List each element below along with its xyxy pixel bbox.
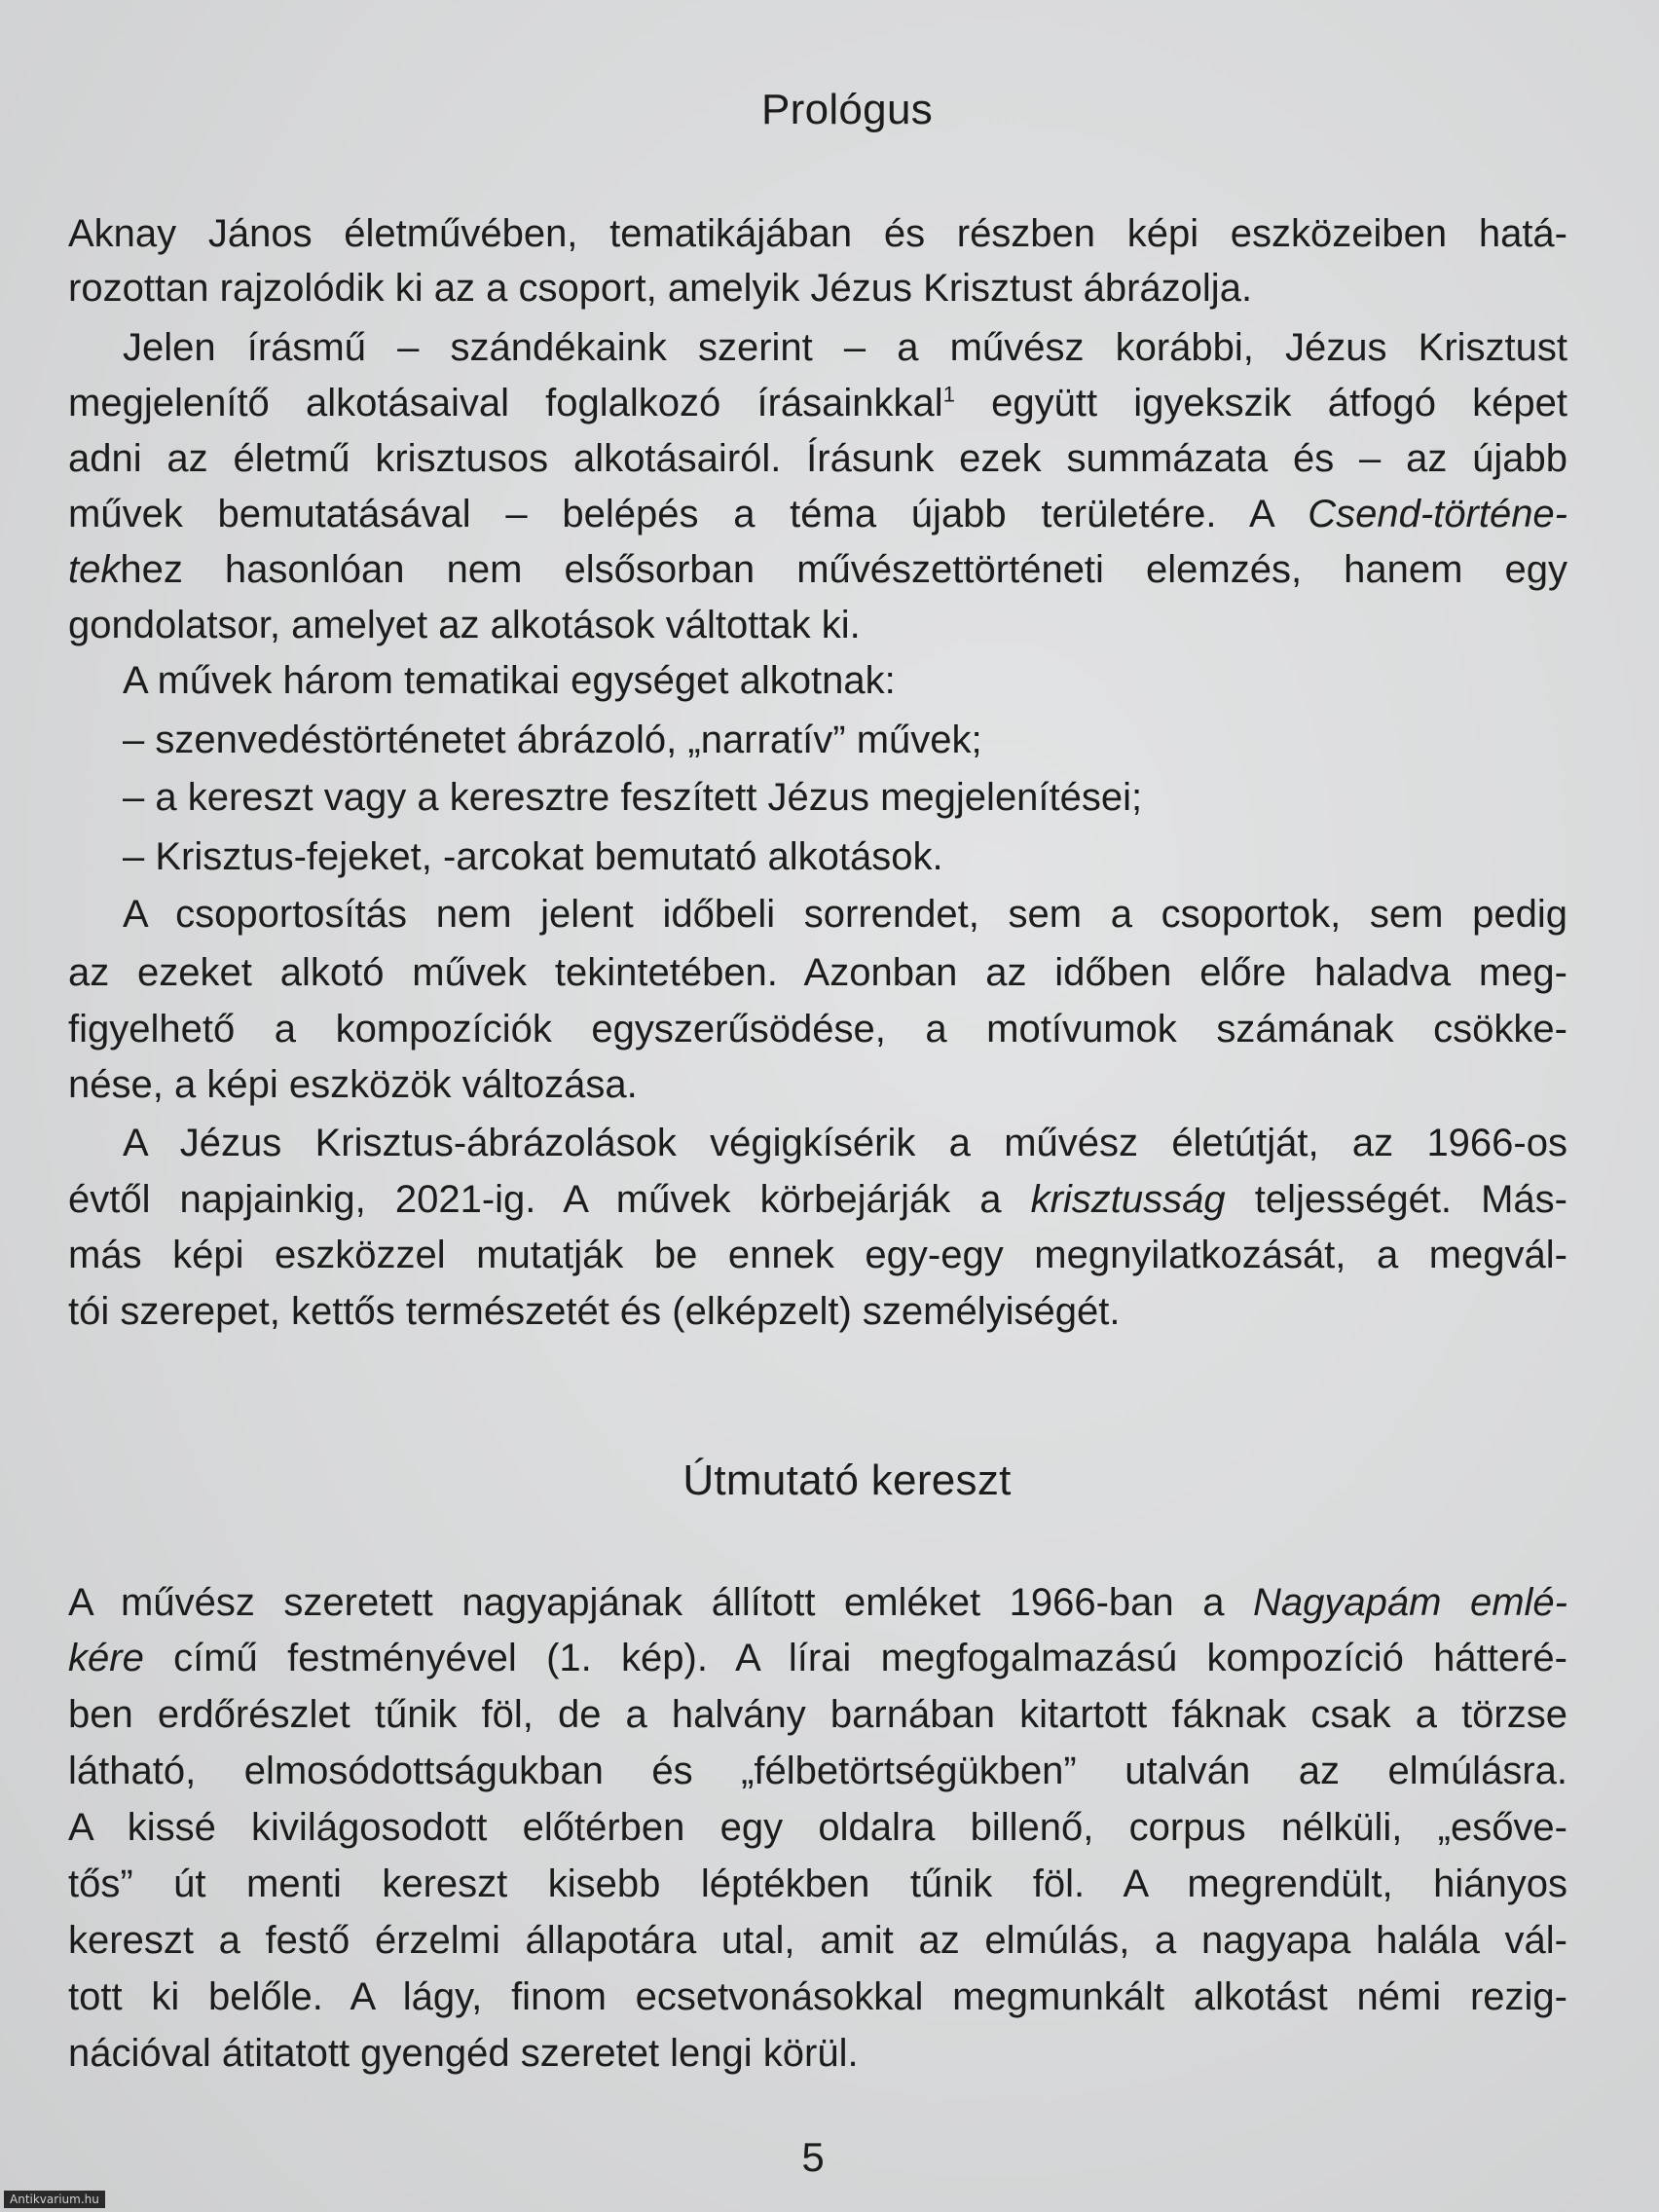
italic-title: tek	[68, 548, 121, 591]
section-title: Útmutató kereszt	[682, 1456, 1012, 1504]
text-line: ben erdőrészlet tűnik föl, de a halvány barnában kitartott fáknak csak a törzse	[68, 1693, 1567, 1736]
text-line: adni az életmű krisztusos alkotásairól. Írásunk ezek summázata és – az újabb	[68, 437, 1567, 480]
text-line	[68, 1635, 1567, 1681]
text-line: A csoportosítás nem jelent időbeli sorrendet, sem a csoportok, sem pedig	[123, 893, 1567, 936]
text-line: tói szerepet, kettős természetét és (elképzelt) személyiségét.	[68, 1290, 1121, 1333]
text-span: együtt igyekszik átfogó képet	[991, 382, 1568, 424]
text-line: rozottan rajzolódik ki az a csoport, amelyik Jézus Krisztust ábrázolja.	[68, 267, 1253, 310]
page-number: 5	[801, 2134, 825, 2180]
text-line: A Jézus Krisztus-ábrázolások végigkísérik a művész életútját, az 1966-os	[123, 1122, 1567, 1164]
text-line	[68, 1176, 1567, 1223]
text-line: más képi eszközzel mutatják be ennek egy-egy megnyilatkozását, a megvál-	[68, 1234, 1567, 1276]
text-line: A kissé kivilágosodott előtérben egy oldalra billenő, corpus nélküli, „esőve-	[68, 1806, 1567, 1849]
footnote-marker[interactable]: 1	[942, 382, 955, 407]
text-line	[68, 380, 1567, 426]
text-line: az ezeket alkotó művek tekintetében. Azonban az időben előre haladva meg-	[68, 951, 1567, 994]
italic-title: Csend-történe-	[1308, 493, 1567, 535]
text-span: művek bemutatásával – belépés a téma újabb területére. A	[68, 493, 1309, 535]
text-span: hez hasonlóan nem elsősorban művészettörténeti elemzés, hanem egy	[120, 548, 1567, 591]
text-span: évtől napjainkig, 2021-ig. A művek körbejárják a	[68, 1178, 1031, 1221]
watermark: Antikvarium.hu	[4, 2191, 105, 2208]
text-span: megjelenítő alkotásaival foglalkozó írásainkkal	[68, 382, 943, 424]
text-line: kereszt a festő érzelmi állapotára utal, amit az elmúlás, a nagyapa halála vál-	[68, 1919, 1567, 1962]
text-line: látható, elmosódottságukban és „félbetörtségükben” utalván az elmúlásra.	[68, 1750, 1567, 1792]
italic-title: Nagyapám emlé-	[1252, 1581, 1567, 1624]
text-line: A művek három tematikai egységet alkotnak:	[123, 659, 896, 702]
italic-term: krisztusság	[1030, 1178, 1226, 1221]
text-line: Aknay János életművében, tematikájában és részben képi eszközeiben hatá-	[68, 212, 1567, 255]
text-line: Jelen írásmű – szándékaink szerint – a művész korábbi, Jézus Krisztust	[123, 326, 1567, 369]
text-line: figyelhető a kompozíciók egyszerűsödése, a motívumok számának csökke-	[68, 1008, 1567, 1051]
text-line: nációval átitatott gyengéd szeretet lengi körül.	[68, 2032, 859, 2075]
document-page	[68, 0, 1567, 2212]
text-line	[68, 1579, 1567, 1626]
list-item: – szenvedéstörténetet ábrázoló, „narratív” művek;	[123, 719, 982, 761]
italic-title: kére	[68, 1637, 144, 1679]
text-span: című festményével (1. kép). A lírai megfogalmazású kompozíció hátteré-	[143, 1637, 1567, 1679]
text-line: gondolatsor, amelyet az alkotások váltottak ki.	[68, 604, 861, 646]
text-span: A művész szeretett nagyapjának állított emléket 1966-ban a	[68, 1581, 1253, 1624]
text-line	[68, 491, 1567, 537]
text-line: tős” út menti kereszt kisebb léptékben tűnik föl. A megrendült, hiányos	[68, 1862, 1567, 1905]
text-line: tott ki belőle. A lágy, finom ecsetvonásokkal megmunkált alkotást némi rezig-	[68, 1975, 1567, 2018]
text-span: teljességét. Más-	[1225, 1178, 1567, 1221]
text-line	[68, 546, 1567, 593]
list-item: – Krisztus-fejeket, -arcokat bemutató alkotások.	[123, 835, 943, 878]
prologue-title: Prológus	[760, 86, 934, 133]
list-item: – a kereszt vagy a keresztre feszített Jézus megjelenítései;	[123, 776, 1143, 819]
text-line: nése, a képi eszközök változása.	[68, 1063, 638, 1106]
